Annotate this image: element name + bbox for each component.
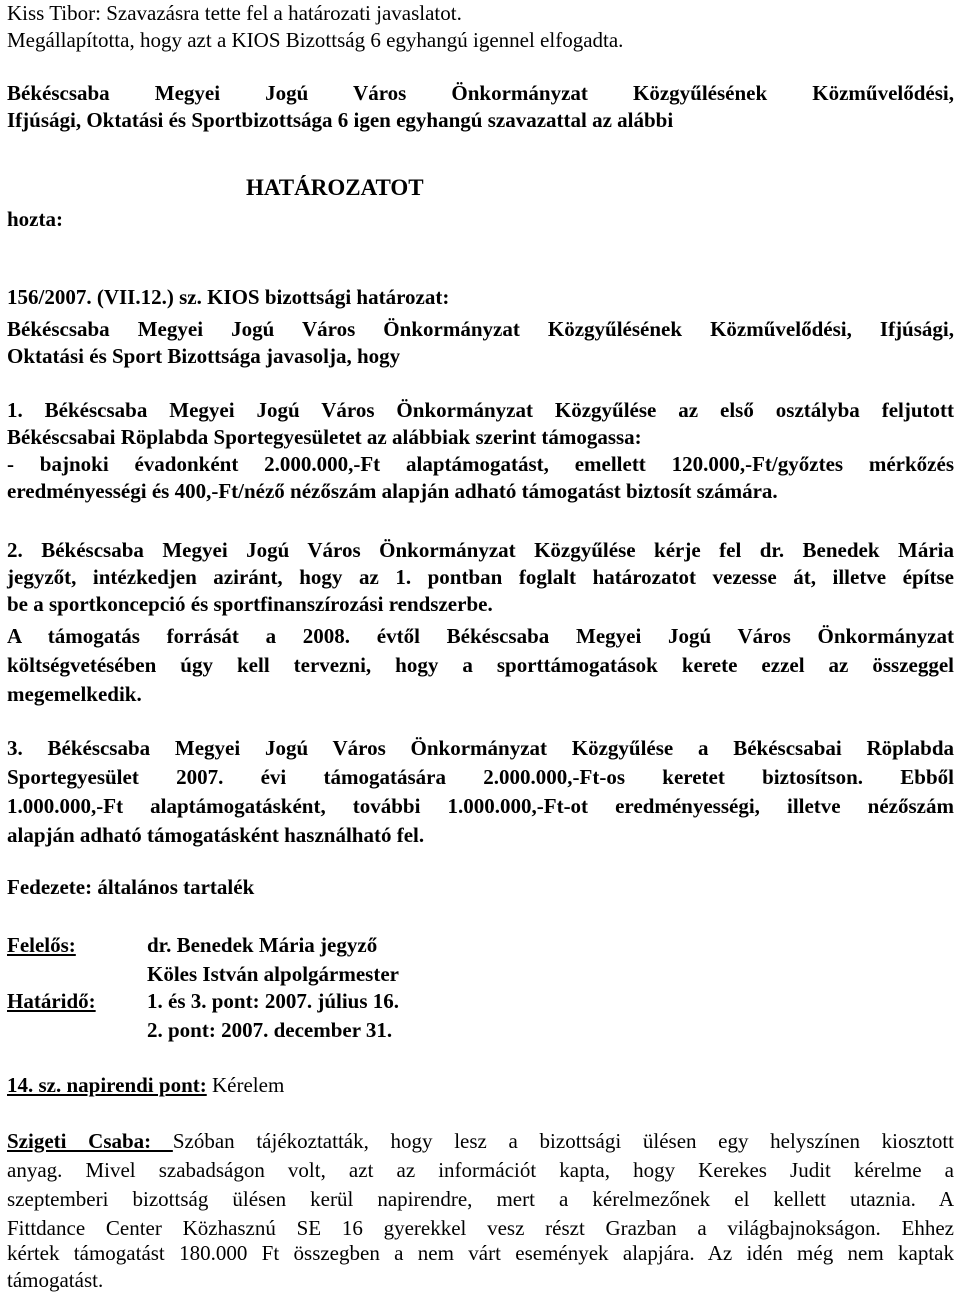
point2-line-5: költségvetésében úgy kell tervezni, hogy a sporttámogatások kerete ezzel az összeggel: [7, 653, 954, 677]
point3-line-3: 1.000.000,-Ft alaptámogatásként, további 1.000.000,-Ft-ot eredményességi, illetve nézőszám: [7, 794, 954, 818]
point2-line-4: A támogatás forrását a 2008. évtől Békéscsaba Megyei Jogú Város Önkormányzat: [7, 624, 954, 648]
hozta-label: hozta:: [7, 207, 63, 231]
statement-text-1: Szóban tájékoztatták, hogy lesz a bizottsági ülésen egy helyszínen kiosztott: [172, 1129, 954, 1153]
deadline-item-2: 2. pont: 2007. december 31.: [147, 1018, 393, 1042]
responsible-person-1: dr. Benedek Mária jegyző: [147, 933, 378, 957]
statement-line-5: kértek támogatást 180.000 Ft összegben a nem várt események alapjára. Az idén még nem kaptak: [7, 1241, 954, 1265]
statement-line-3: szeptemberi bizottság ülésen kerül napirendre, mert a kérelmezőnek el kellett utaznia. A: [7, 1187, 954, 1211]
intro-line-2: Megállapította, hogy azt a KIOS Bizottság 6 egyhangú igennel elfogadta.: [7, 28, 624, 52]
point3-line-2: Sportegyesület 2007. évi támogatására 2.000.000,-Ft-os keretet biztosítson. Ebből: [7, 765, 954, 789]
resolution-number: 156/2007. (VII.12.) sz. KIOS bizottsági határozat:: [7, 285, 450, 309]
responsible-person-2: Köles István alpolgármester: [147, 962, 399, 986]
preamble-line-1: Békéscsaba Megyei Jogú Város Önkormányzat Közgyűlésének Közművelődési, Ifjúsági,: [7, 317, 954, 341]
statement-line-2: anyag. Mivel szabadságon volt, azt az információt kapta, hogy Kerekes Judit kérelme a: [7, 1158, 954, 1182]
agenda-number: 14. sz. napirendi pont:: [7, 1073, 207, 1097]
agenda-item: [7, 1072, 284, 1099]
point1-line-3: - bajnoki évadonként 2.000.000,-Ft alaptámogatást, emellett 120.000,-Ft/győztes mérkőzés: [7, 452, 954, 476]
committee-line-1: Békéscsaba Megyei Jogú Város Önkormányzat Közgyűlésének Közművelődési,: [7, 81, 954, 105]
intro-line-1: Kiss Tibor: Szavazásra tette fel a határozati javaslatot.: [7, 1, 462, 25]
deadline-item-1: 1. és 3. pont: 2007. július 16.: [147, 989, 400, 1013]
deadline-label: Határidő:: [7, 989, 96, 1013]
statement-line-6: támogatást.: [7, 1268, 104, 1292]
point1-line-4: eredményességi és 400,-Ft/néző nézőszám alapján adható támogatást biztosít számára.: [7, 479, 778, 503]
decision-title: HATÁROZATOT: [246, 175, 424, 200]
speaker-name: Szigeti Csaba:: [7, 1129, 173, 1153]
committee-line-2: Ifjúsági, Oktatási és Sportbizottsága 6 igen egyhangú szavazattal az alábbi: [7, 108, 674, 132]
point3-line-1: 3. Békéscsaba Megyei Jogú Város Önkormányzat Közgyűlése a Békéscsabai Röplabda: [7, 736, 954, 760]
point1-line-1: 1. Békéscsaba Megyei Jogú Város Önkormányzat Közgyűlése az első osztályba feljutott: [7, 398, 954, 422]
point2-line-1: 2. Békéscsaba Megyei Jogú Város Önkormányzat Közgyűlése kérje fel dr. Benedek Mária: [7, 538, 954, 562]
point2-line-6: megemelkedik.: [7, 682, 142, 706]
statement-line-4: Fittdance Center Közhasznú SE 16 gyerekkel vesz részt Grazban a világbajnokságon. Ehhez: [7, 1216, 954, 1240]
statement-line-1: [7, 1128, 954, 1155]
funding-line: Fedezete: általános tartalék: [7, 875, 255, 899]
agenda-title: Kérelem: [212, 1073, 285, 1097]
point1-line-2: Békéscsabai Röplabda Sportegyesületet az alábbiak szerint támogassa:: [7, 425, 642, 449]
responsible-label: Felelős:: [7, 933, 76, 957]
preamble-line-2: Oktatási és Sport Bizottsága javasolja, hogy: [7, 344, 401, 368]
point3-line-4: alapján adható támogatásként használható fel.: [7, 823, 425, 847]
point2-line-2: jegyzőt, intézkedjen aziránt, hogy az 1. pontban foglalt határozatot vezesse át, illetve építse: [7, 565, 954, 589]
point2-line-3: be a sportkoncepció és sportfinanszírozási rendszerbe.: [7, 592, 493, 616]
